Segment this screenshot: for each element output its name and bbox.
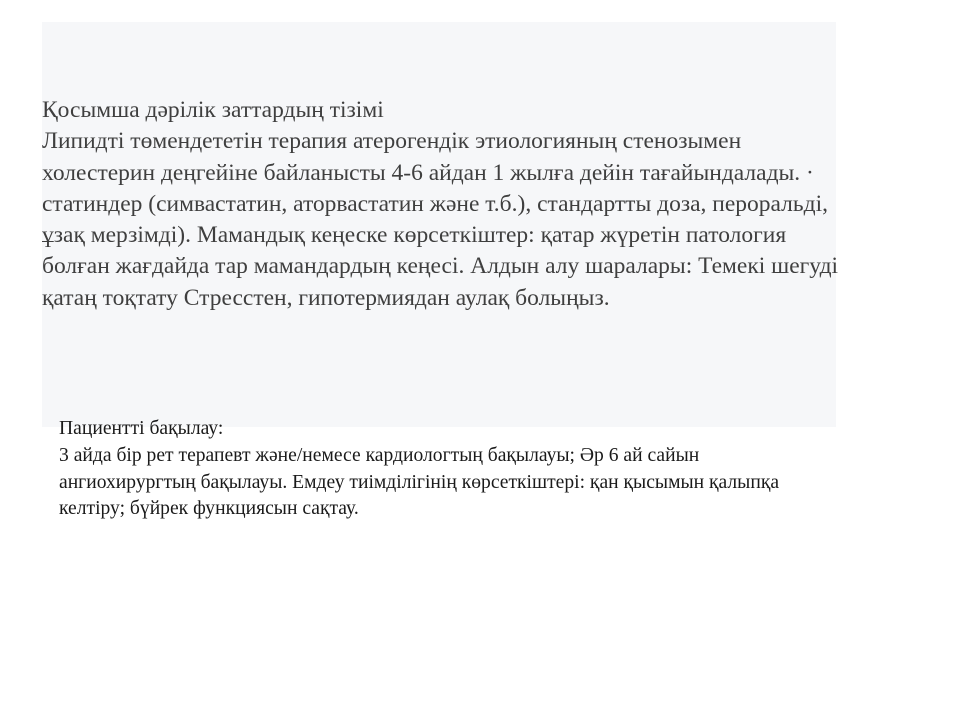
section-title: Қосымша дәрілік заттардың тізімі — [42, 97, 384, 123]
lipid-therapy-paragraph: Липидті төмендететін терапия атерогендік этиологияның стенозымен холестерин деңгейіне байланысты 4-6 айдан 1 жылға дейін тағайындалады. · статиндер (симвастатин, аторвастатин және т.б.), стандартты доза, пероральді, ұзақ мерзімді). Мамандық кеңеске көрсеткіштер: қатар жүретін патология болған жағдайда тар мамандардың кеңесі. Алдын алу шаралары: Темекі шегуді қатаң тоқтату Стресстен, гипотермиядан аулақ болыңыз. — [42, 128, 839, 311]
monitoring-paragraph: 3 айда бір рет терапевт және/немесе кардиологтың бақылауы; Әр 6 ай сайын ангиохирургтың бақылауы. Емдеу тиімділігінің көрсеткіштері: қан қысымын қалыпқа келтіру; бүйрек функциясын сақтау. — [59, 444, 780, 520]
patient-monitoring-block — [59, 416, 819, 523]
main-text-block — [42, 95, 842, 314]
monitoring-heading: Пациентті бақылау: — [59, 418, 224, 439]
